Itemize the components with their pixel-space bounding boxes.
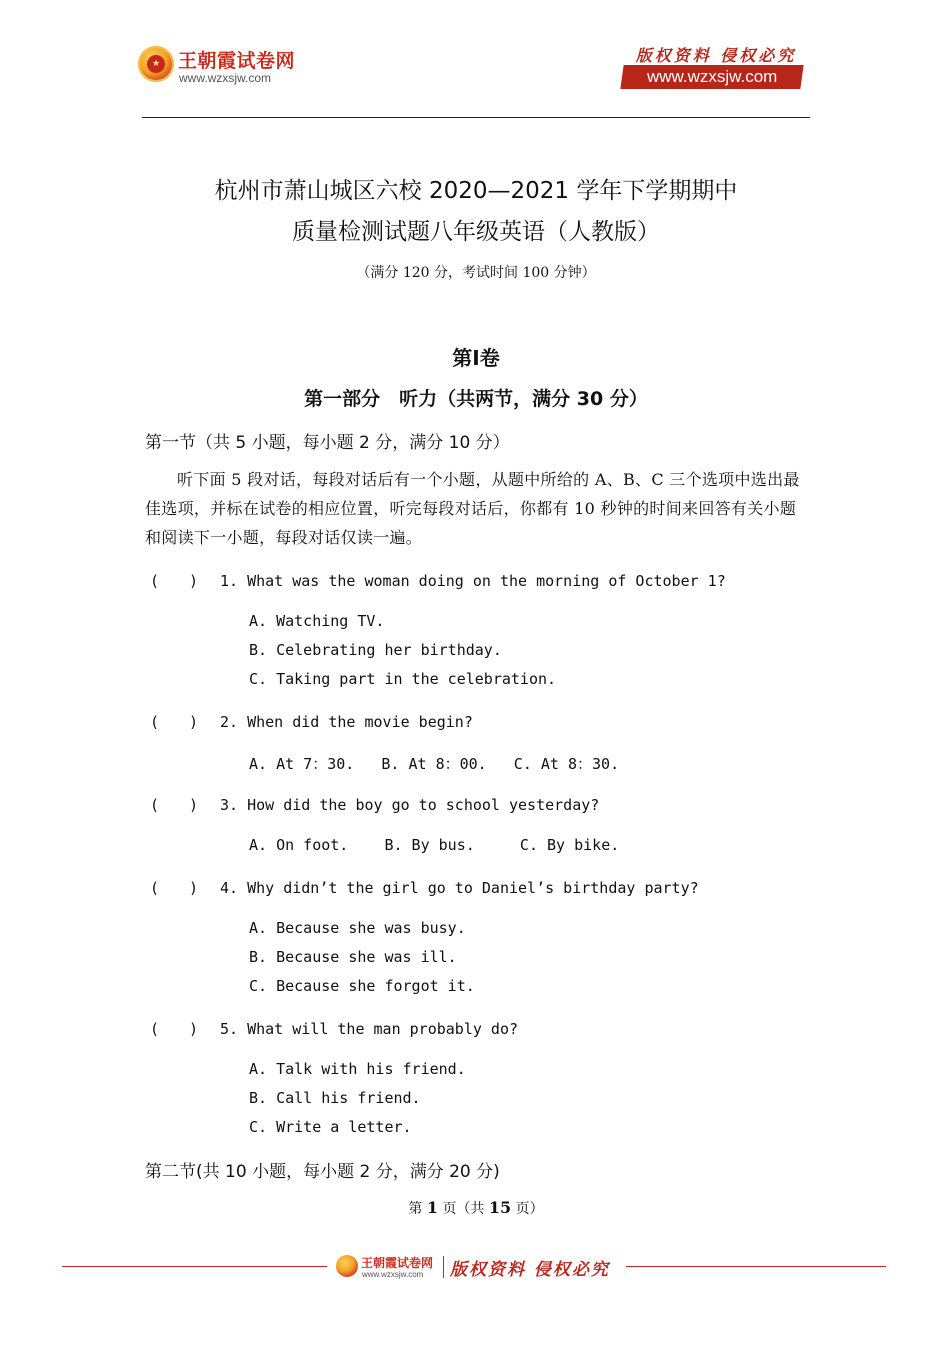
- logo-url: www.wzxsjw.com: [179, 71, 272, 85]
- q4-option-b: B. Because she was ill.: [249, 948, 457, 966]
- q3-options: A. On foot. B. By bus. C. By bike.: [249, 836, 620, 854]
- header-divider: [142, 117, 810, 118]
- answer-blank[interactable]: ( ): [150, 572, 199, 590]
- page-number: 第 1 页（共 15 页）: [408, 1198, 544, 1217]
- logo-badge-icon: ★: [138, 46, 174, 82]
- question-5: [150, 1018, 518, 1039]
- question-1: [150, 570, 726, 591]
- q5-option-b: B. Call his friend.: [249, 1089, 421, 1107]
- q4-option-c: C. Because she forgot it.: [249, 977, 475, 995]
- url-banner: [620, 65, 803, 89]
- question-stem: 1. What was the woman doing on the morning of October 1?: [220, 572, 726, 590]
- section1-instructions: 听下面 5 段对话，每段对话后有一个小题，从题中所给的 A、B、C 三个选项中选出最佳选项，并标在试卷的相应位置，听完每段对话后，你都有 10 秒钟的时间来回答有关小题和阅读下一小题，每段对话仅读一遍。: [145, 470, 800, 547]
- question-stem: 4. Why didn’t the girl go to Daniel’s birthday party?: [220, 879, 699, 897]
- question-stem: 2. When did the movie begin?: [220, 713, 473, 731]
- footer-logo-name: 王朝霞试卷网: [361, 1256, 434, 1270]
- section2-heading: 第二节(共 10 小题，每小题 2 分，满分 20 分): [145, 1162, 500, 1182]
- question-2: [150, 711, 473, 732]
- site-logo: [138, 44, 338, 90]
- question-3: [150, 794, 599, 815]
- exam-title-line1: 杭州市萧山城区六校 2020—2021 学年下学期期中: [214, 178, 738, 204]
- q2-options: A. At 7：30. B. At 8：00. C. At 8：30.: [249, 755, 620, 773]
- volume-heading: 第Ⅰ卷: [452, 346, 500, 370]
- question-4: [150, 877, 699, 898]
- footer-separator: [443, 1256, 444, 1278]
- q5-option-c: C. Write a letter.: [249, 1118, 412, 1136]
- footer-logo: [336, 1253, 446, 1283]
- answer-blank[interactable]: ( ): [150, 796, 199, 814]
- q1-option-c: C. Taking part in the celebration.: [249, 670, 557, 688]
- footer-divider-right: [626, 1266, 886, 1267]
- footer-slogan: 版权资料 侵权必究: [450, 1260, 610, 1280]
- q5-option-a: A. Talk with his friend.: [249, 1060, 466, 1078]
- answer-blank[interactable]: ( ): [150, 713, 199, 731]
- footer-divider-left: [62, 1266, 327, 1267]
- exam-score-note: （满分 120 分，考试时间 100 分钟）: [356, 265, 596, 281]
- q1-option-b: B. Celebrating her birthday.: [249, 641, 502, 659]
- section1-heading: 第一节（共 5 小题，每小题 2 分，满分 10 分）: [145, 433, 510, 453]
- question-stem: 5. What will the man probably do?: [220, 1020, 519, 1038]
- answer-blank[interactable]: ( ): [150, 879, 199, 897]
- footer-badge-icon: [336, 1255, 358, 1277]
- question-stem: 3. How did the boy go to school yesterday?: [220, 796, 600, 814]
- part-heading: 第一部分 听力（共两节，满分 30 分）: [304, 388, 648, 410]
- q4-option-a: A. Because she was busy.: [249, 919, 466, 937]
- answer-blank[interactable]: ( ): [150, 1020, 199, 1038]
- exam-title-line2: 质量检测试题八年级英语（人教版）: [292, 219, 660, 245]
- q1-option-a: A. Watching TV.: [249, 612, 385, 630]
- logo-name: 王朝霞试卷网: [178, 50, 296, 72]
- footer-logo-url: www.wzxsjw.com: [362, 1270, 424, 1279]
- copyright-slogan: 版权资料 侵权必究: [635, 46, 797, 65]
- url-banner-text: www.wzxsjw.com: [646, 67, 778, 86]
